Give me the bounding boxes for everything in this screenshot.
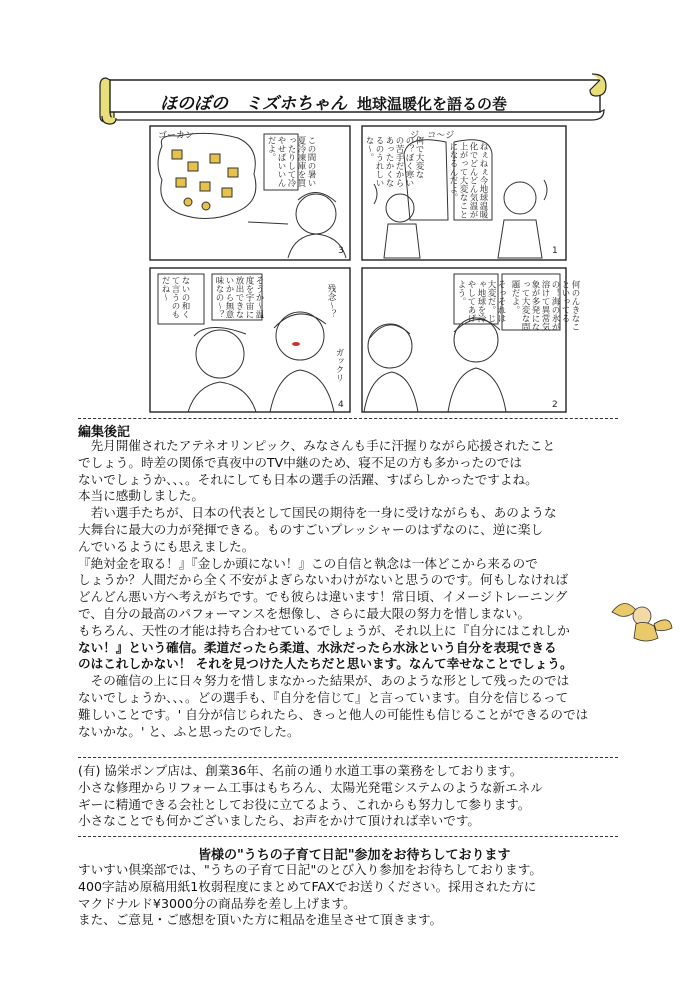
notice-line: すいすい倶楽部では、"うちの子育て日記"のとび入り参加をお待ちしております。 <box>78 862 542 877</box>
editor-line: でしょう。時差の関係で真夜中のTV中継のため、寝不足の方も多かったのでは <box>78 454 522 470</box>
editor-line: のはこれしかない！ それを見つけた人たちだと思います。なんて幸せなことでしょう。 <box>78 656 573 672</box>
editor-line: 本当に感動しました。 <box>78 488 204 504</box>
panel4-speech-c: 残念〜？ <box>326 284 336 318</box>
panel-number-4: 4 <box>338 400 344 410</box>
editor-line: 若い選手たちが、日本の代表として国民の期待を一身に受けながらも、あのような <box>78 505 557 521</box>
panel2-speech: 何のんきなこといってるの！海の氷が溶けて異常気象が多発になって大変な問題だよ。 <box>510 280 580 331</box>
comic-drawing <box>148 124 568 414</box>
panel3-speech-b: この間の暑い夏冷凍庫を買ったりして冷やせばいいんだよ。 <box>266 136 316 187</box>
editor-line: その確信の上に日々努力を惜しまなかった結果が、あのような形として残ったのでは <box>78 673 570 689</box>
title-sub: 地球温暖化を語るの巻 <box>357 95 508 113</box>
page-title <box>160 89 507 114</box>
editor-heading: 編集後記 <box>78 425 131 440</box>
company-line: ギーに精通できる会社としてお役に立てるよう、これからも努力して参ります。 <box>78 796 531 812</box>
notice-line: マクドナルド¥3000分の商品券を差し上げます。 <box>78 895 356 911</box>
company-line: (有) 協栄ポンプ店は、創業36年、名前の通り水道工事の業務をしております。 <box>78 763 523 778</box>
panel1-sound-effect: ジ、コ〜ジ <box>410 131 455 141</box>
comic-strip <box>148 124 580 414</box>
panel3-speech-a: 何で大変なの？ぼく寒いの苦手だからあったかくなるのうれしいな〜。 <box>364 136 424 187</box>
editor-line: 『絶対金を取る！』『金しか頭にない！』この自信と執念は一体どこから来るので <box>78 555 538 571</box>
cherub-illustration <box>606 594 676 652</box>
panel2b-speech: そっそれは大変だ。じゃ地球を冷やしてあげよう。 <box>456 280 506 323</box>
title-main: ほのぼの ミズホちゃん <box>160 94 347 114</box>
panel-number-3: 3 <box>338 246 344 256</box>
editor-line: んでいるようにも思えました。 <box>78 538 255 554</box>
editor-line: ないでしょうか、、、。どの選手も、『自分を信じて』と言っています。自分を信じるって <box>78 689 569 705</box>
editor-line: しょうか？人間だから全く不安がよぎらないわけがないと思うのです。何もしなければ <box>78 572 569 588</box>
editor-line: もちろん、天性の才能は持ち合わせているでしょうが、それ以上に『自分にはこれしか <box>78 622 570 638</box>
notice-body <box>78 862 542 929</box>
divider-top <box>78 418 618 419</box>
panel-number-1: 1 <box>552 246 558 256</box>
editor-note <box>78 438 588 740</box>
panel4-speech-b: ないの和くて言うのもだね〜 <box>160 276 190 319</box>
panel-number-2: 2 <box>552 400 558 410</box>
editor-line: ないでしょうか、、、。それにしても日本の選手の活躍、すばらしかったですよね。 <box>78 471 538 487</box>
editor-line: 先月開催されたアテネオリンピック、みなさんも手に汗握りながら応援されたこと <box>78 438 556 453</box>
company-note <box>78 763 543 830</box>
panel1-speech: ねぇねぇ今地球温暖化でどんどん気温が上がって大変なことになるんだよ。 <box>448 142 488 219</box>
panel4-sound-effect: ガックリ <box>334 348 344 382</box>
divider-middle <box>78 757 618 758</box>
editor-line: どんどん悪い方へ考えがちです。でも彼らは違います！常日頃、イメージトレーニング <box>78 589 568 605</box>
editor-line: で、自分の最高のパフォーマンスを想像し、さらに最大限の努力を惜しまない。 <box>78 605 531 621</box>
company-line: 小さなことでも何かございましたら、お声をかけて頂ければ幸いです。 <box>78 813 480 829</box>
editor-line: ないかな。' と、ふと思ったのでした。 <box>78 723 300 739</box>
notice-heading: 皆様の"うちの子育て日記"参加をお待ちしております <box>198 848 511 863</box>
editor-line: ない！』という確信。柔道だったら柔道、水泳だったら水泳という自分を表現できる <box>78 639 557 655</box>
notice-line: また、ご意見・ご感想を頂いた方に粗品を進呈させて頂きます。 <box>78 912 443 928</box>
panel4-speech-a: そうか〜温度を宇宙に放出できないから無意味なの〜？ <box>214 276 264 319</box>
notice-line: 400字詰め原稿用紙1枚弱程度にまとめてFAXでお送りください。採用された方に <box>78 878 537 894</box>
editor-line: 大舞台に最大の力が発揮できる。ものすごいプレッシャーのはずなのに、逆に楽し <box>78 521 544 537</box>
editor-line: 難しいことです。' 自分が信じられたら、きっと他人の可能性も信じることができるのでは <box>78 706 589 722</box>
divider-bottom <box>78 836 618 837</box>
company-line: 小さな修理からリフォーム工事はもちろん、太陽光発電システムのような新エネル <box>78 779 543 795</box>
panel3-label: ゴーカン <box>158 131 194 141</box>
